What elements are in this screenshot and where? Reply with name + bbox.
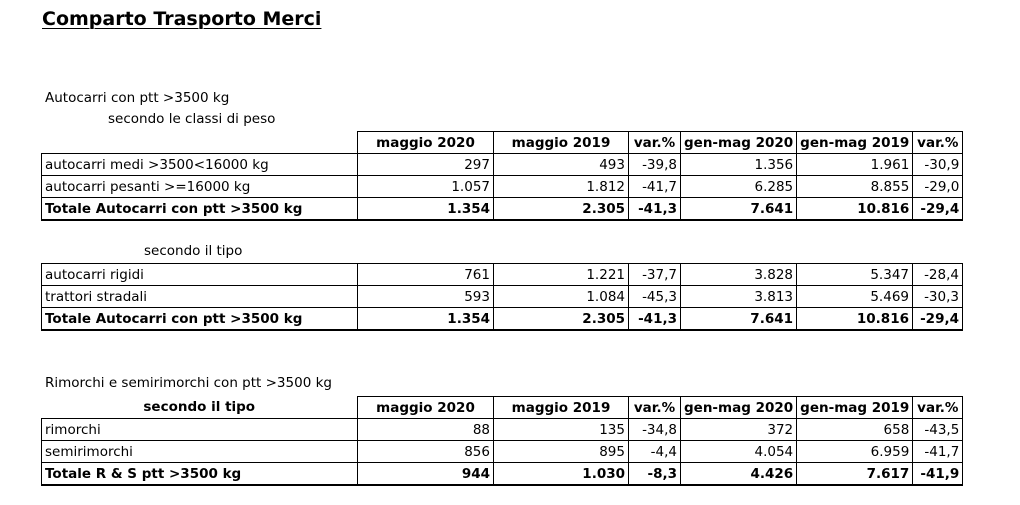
cell-value: -29,0 (913, 176, 963, 198)
total-value: -41,9 (913, 463, 963, 486)
cell-value: 5.469 (797, 286, 913, 308)
cell-value: -34,8 (629, 419, 681, 441)
table-autocarri-peso (41, 131, 963, 221)
cell-value: -45,3 (629, 286, 681, 308)
cell-value: 6.285 (681, 176, 797, 198)
total-label: Totale Autocarri con ptt >3500 kg (42, 198, 358, 221)
column-header: maggio 2019 (494, 132, 629, 154)
cell-value: -43,5 (913, 419, 963, 441)
cell-value: 1.221 (494, 264, 629, 286)
table-row (42, 264, 963, 286)
total-value: 2.305 (494, 308, 629, 331)
total-label: Totale Autocarri con ptt >3500 kg (42, 308, 358, 331)
cell-value: 1.812 (494, 176, 629, 198)
cell-value: 1.961 (797, 154, 913, 176)
column-header: gen-mag 2019 (797, 397, 913, 419)
cell-value: -4,4 (629, 441, 681, 463)
cell-value: -39,8 (629, 154, 681, 176)
cell-value: 5.347 (797, 264, 913, 286)
cell-value: 8.855 (797, 176, 913, 198)
cell-value: -41,7 (629, 176, 681, 198)
section2-subheading: secondo il tipo (144, 243, 243, 259)
cell-value: -41,7 (913, 441, 963, 463)
total-value: 7.641 (681, 198, 797, 221)
cell-value: 1.084 (494, 286, 629, 308)
column-header: gen-mag 2019 (797, 132, 913, 154)
cell-value: 593 (358, 286, 494, 308)
cell-value: -37,7 (629, 264, 681, 286)
total-value: 10.816 (797, 308, 913, 331)
total-value: 944 (358, 463, 494, 486)
row-label: rimorchi (42, 419, 358, 441)
table-row (42, 419, 963, 441)
column-header: var.% (913, 132, 963, 154)
column-header: gen-mag 2020 (681, 397, 797, 419)
column-header: maggio 2019 (494, 397, 629, 419)
total-value: -29,4 (913, 308, 963, 331)
total-value: -41,3 (629, 308, 681, 331)
total-value: -8,3 (629, 463, 681, 486)
table-rimorchi-tipo (41, 396, 963, 486)
cell-value: 3.828 (681, 264, 797, 286)
column-header: maggio 2020 (358, 132, 494, 154)
total-value: -29,4 (913, 198, 963, 221)
table-header-row (42, 132, 963, 154)
table-row (42, 154, 963, 176)
column-header: var.% (629, 132, 681, 154)
page-title: Comparto Trasporto Merci (42, 8, 322, 30)
table-total-row (42, 198, 963, 221)
cell-value: 3.813 (681, 286, 797, 308)
table-row (42, 441, 963, 463)
column-header: var.% (913, 397, 963, 419)
cell-value: 372 (681, 419, 797, 441)
column-header: var.% (629, 397, 681, 419)
total-value: 7.641 (681, 308, 797, 331)
total-value: 1.354 (358, 198, 494, 221)
total-value: 1.030 (494, 463, 629, 486)
cell-value: -30,9 (913, 154, 963, 176)
table-autocarri-tipo (41, 263, 963, 331)
total-value: 1.354 (358, 308, 494, 331)
row-label: autocarri medi >3500<16000 kg (42, 154, 358, 176)
section1-subheading: secondo le classi di peso (108, 111, 276, 127)
cell-value: 4.054 (681, 441, 797, 463)
total-value: 10.816 (797, 198, 913, 221)
cell-value: 135 (494, 419, 629, 441)
cell-value: 6.959 (797, 441, 913, 463)
row-label: trattori stradali (42, 286, 358, 308)
row-label: autocarri rigidi (42, 264, 358, 286)
column-header: maggio 2020 (358, 397, 494, 419)
section1-heading: Autocarri con ptt >3500 kg (45, 90, 230, 106)
cell-value: 1.057 (358, 176, 494, 198)
row-label: autocarri pesanti >=16000 kg (42, 176, 358, 198)
cell-value: -28,4 (913, 264, 963, 286)
row-label: semirimorchi (42, 441, 358, 463)
cell-value: 1.356 (681, 154, 797, 176)
cell-value: 895 (494, 441, 629, 463)
total-value: 7.617 (797, 463, 913, 486)
table-total-row (42, 308, 963, 331)
cell-value: 761 (358, 264, 494, 286)
table-header-row (42, 397, 963, 419)
section3-heading: Rimorchi e semirimorchi con ptt >3500 kg (45, 375, 332, 391)
cell-value: 856 (358, 441, 494, 463)
total-value: 2.305 (494, 198, 629, 221)
cell-value: 493 (494, 154, 629, 176)
cell-value: 297 (358, 154, 494, 176)
cell-value: -30,3 (913, 286, 963, 308)
table-total-row (42, 463, 963, 486)
column-header: gen-mag 2020 (681, 132, 797, 154)
total-value: -41,3 (629, 198, 681, 221)
total-label: Totale R & S ptt >3500 kg (42, 463, 358, 486)
cell-value: 88 (358, 419, 494, 441)
table-row (42, 176, 963, 198)
section3-subheading: secondo il tipo (42, 397, 358, 419)
cell-value: 658 (797, 419, 913, 441)
total-value: 4.426 (681, 463, 797, 486)
table-row (42, 286, 963, 308)
